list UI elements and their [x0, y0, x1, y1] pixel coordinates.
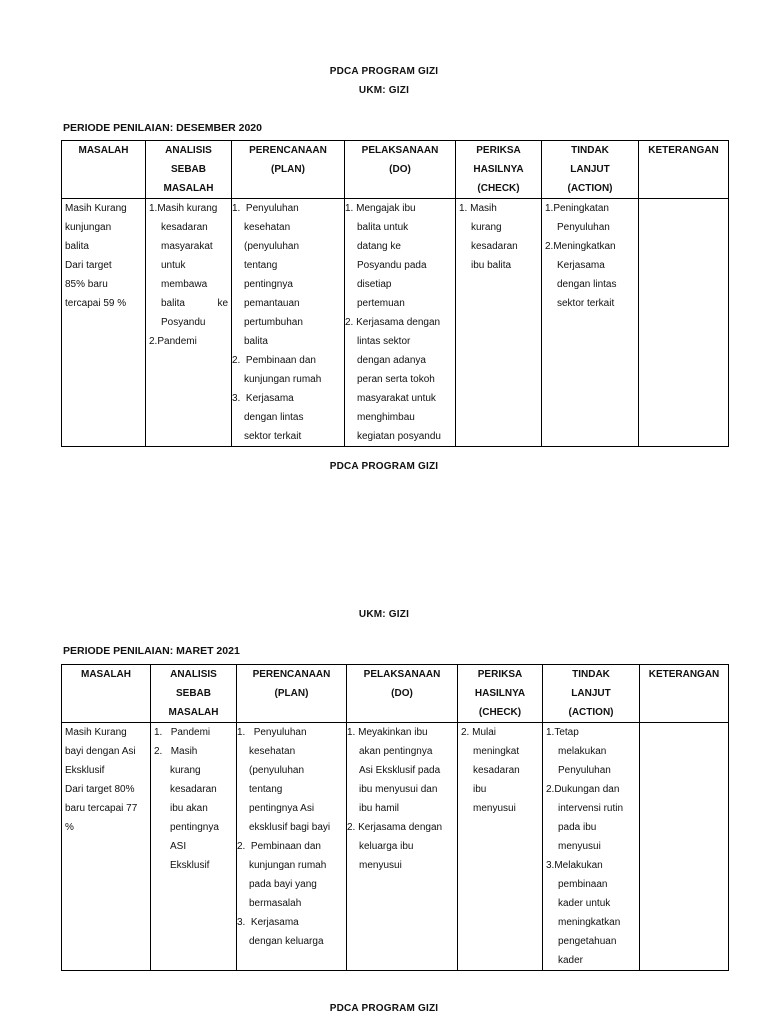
cell-masalah: Masih Kurang bayi dengan Asi Eksklusif Dari target 80% baru tercapai 77 % [62, 723, 151, 971]
cell-analisis: 1. Pandemi 2. Masih kurang kesadaran ibu akan pentingnya ASI Eksklusif [151, 723, 237, 971]
cell-tindak: 1.Peningkatan Penyuluhan 2.Meningkatkan Kerjasama dengan lintas sektor terkait [542, 199, 639, 447]
header-periksa: PERIKSA HASILNYA (CHECK) [456, 141, 542, 199]
cell-perencanaan: 1. Penyuluhan kesehatan (penyuluhan tentang pentingnya Asi eksklusif bagi bayi 2. Pembinaan dan kunjungan rumah pada bayi yang bermasalah 3. Kerjasama dengan keluarga [237, 723, 347, 971]
section-subtitle: UKM: GIZI [358, 609, 410, 620]
cell-keterangan [640, 723, 729, 971]
section-title: PDCA PROGRAM GIZI [329, 461, 439, 472]
table-header-row [62, 141, 729, 199]
period-label-2: PERIODE PENILAIAN: MARET 2021 [63, 645, 240, 657]
header-masalah: MASALAH [62, 665, 151, 723]
period-label-1: PERIODE PENILAIAN: DESEMBER 2020 [63, 122, 262, 134]
cell-pelaksanaan: 1. Meyakinkan ibu akan pentingnya Asi Eksklusif pada ibu menyusui dan ibu hamil 2. Kerjasama dengan keluarga ibu menyusui [347, 723, 458, 971]
header-tindak: TINDAK LANJUT (ACTION) [543, 665, 640, 723]
cell-masalah: Masih Kurang kunjungan balita Dari target 85% baru tercapai 59 % [62, 199, 146, 447]
document-subtitle: UKM: GIZI [358, 85, 410, 96]
table-header-row [62, 665, 729, 723]
cell-pelaksanaan: 1. Mengajak ibu balita untuk datang ke Posyandu pada disetiap pertemuan 2. Kerjasama dengan lintas sektor dengan adanya peran serta tokoh masyarakat untuk menghimbau kegiatan posyandu [345, 199, 456, 447]
cell-analisis: 1.Masih kurang kesadaran masyarakat untuk membawa balita ke Posyandu 2.Pandemi [146, 199, 232, 447]
header-keterangan: KETERANGAN [640, 665, 729, 723]
header-keterangan: KETERANGAN [639, 141, 729, 199]
header-masalah: MASALAH [62, 141, 146, 199]
cell-periksa: 2. Mulai meningkat kesadaran ibu menyusui [458, 723, 543, 971]
table-row [62, 199, 729, 447]
pdca-table-1 [61, 140, 729, 447]
header-periksa: PERIKSA HASILNYA (CHECK) [458, 665, 543, 723]
header-pelaksanaan: PELAKSANAAN (DO) [345, 141, 456, 199]
pdca-table-2 [61, 664, 729, 971]
header-analisis: ANALISIS SEBAB MASALAH [146, 141, 232, 199]
cell-tindak: 1.Tetap melakukan Penyuluhan 2.Dukungan dan intervensi rutin pada ibu menyusui 3.Melakukan pembinaan kader untuk meningkatkan pengetahuan kader [543, 723, 640, 971]
table-row [62, 723, 729, 971]
header-perencanaan: PERENCANAAN (PLAN) [232, 141, 345, 199]
header-perencanaan: PERENCANAAN (PLAN) [237, 665, 347, 723]
cell-perencanaan: 1. Penyuluhan kesehatan (penyuluhan tentang pentingnya pemantauan pertumbuhan balita 2. Pembinaan dan kunjungan rumah 3. Kerjasama dengan lintas sektor terkait [232, 199, 345, 447]
document-title: PDCA PROGRAM GIZI [329, 66, 439, 77]
cell-keterangan [639, 199, 729, 447]
cell-periksa: 1. Masih kurang kesadaran ibu balita [456, 199, 542, 447]
footer-title: PDCA PROGRAM GIZI [329, 1003, 439, 1014]
header-analisis: ANALISIS SEBAB MASALAH [151, 665, 237, 723]
header-pelaksanaan: PELAKSANAAN (DO) [347, 665, 458, 723]
header-tindak: TINDAK LANJUT (ACTION) [542, 141, 639, 199]
